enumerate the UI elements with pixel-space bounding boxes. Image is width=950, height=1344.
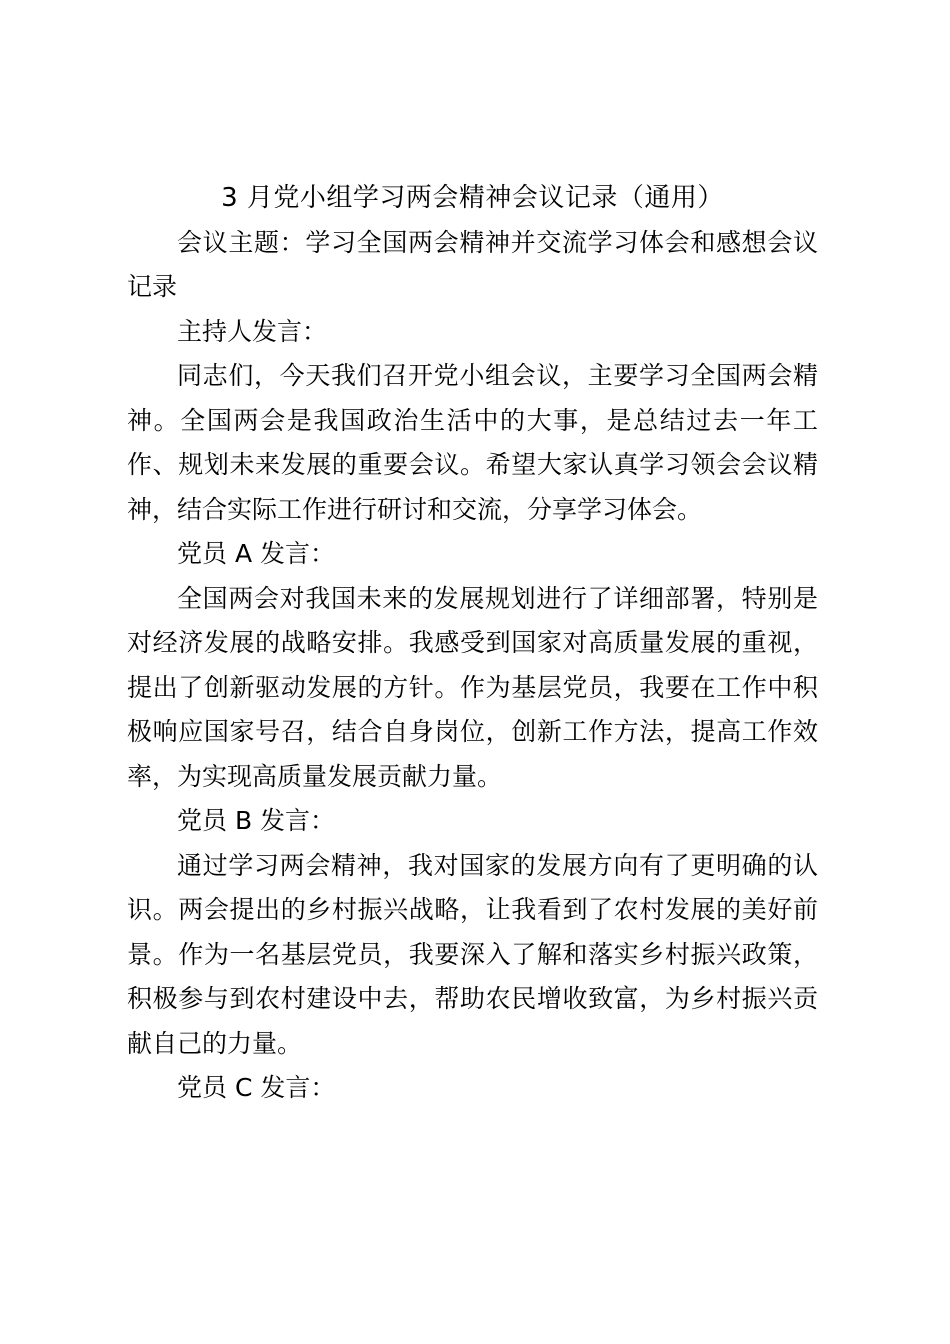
member-b-paragraph: 通过学习两会精神，我对国家的发展方向有了更明确的认识。两会提出的乡村振兴战略，让我看到了农村发展的美好前景。作为一名基层党员，我要深入了解和落实乡村振兴政策，积极参与到农村建设中去，帮助农民增收致富，为乡村振兴贡献自己的力量。 [127,850,818,1058]
member-b-heading: 党员 B 发言： [177,806,336,835]
host-speech-heading: 主持人发言： [177,316,328,346]
meeting-topic-paragraph: 会议主题：学习全国两会精神并交流学习体会和感想会议记录 [127,227,818,301]
document-title: 3 月党小组学习两会精神会议记录（通用） [221,183,724,213]
member-a-heading: 党员 A 发言： [177,539,335,568]
host-speech-paragraph: 同志们，今天我们召开党小组会议，主要学习全国两会精神。全国两会是我国政治生活中的大事，是总结过去一年工作、规划未来发展的重要会议。希望大家认真学习领会会议精神，结合实际工作进行研讨和交流，分享学习体会。 [127,361,818,524]
member-c-heading: 党员 C 发言： [177,1073,336,1102]
member-a-paragraph: 全国两会对我国未来的发展规划进行了详细部署，特别是对经济发展的战略安排。我感受到国家对高质量发展的重视，提出了创新驱动发展的方针。作为基层党员，我要在工作中积极响应国家号召，结合自身岗位，创新工作方法，提高工作效率，为实现高质量发展贡献力量。 [127,583,818,791]
document-body [127,176,818,1111]
